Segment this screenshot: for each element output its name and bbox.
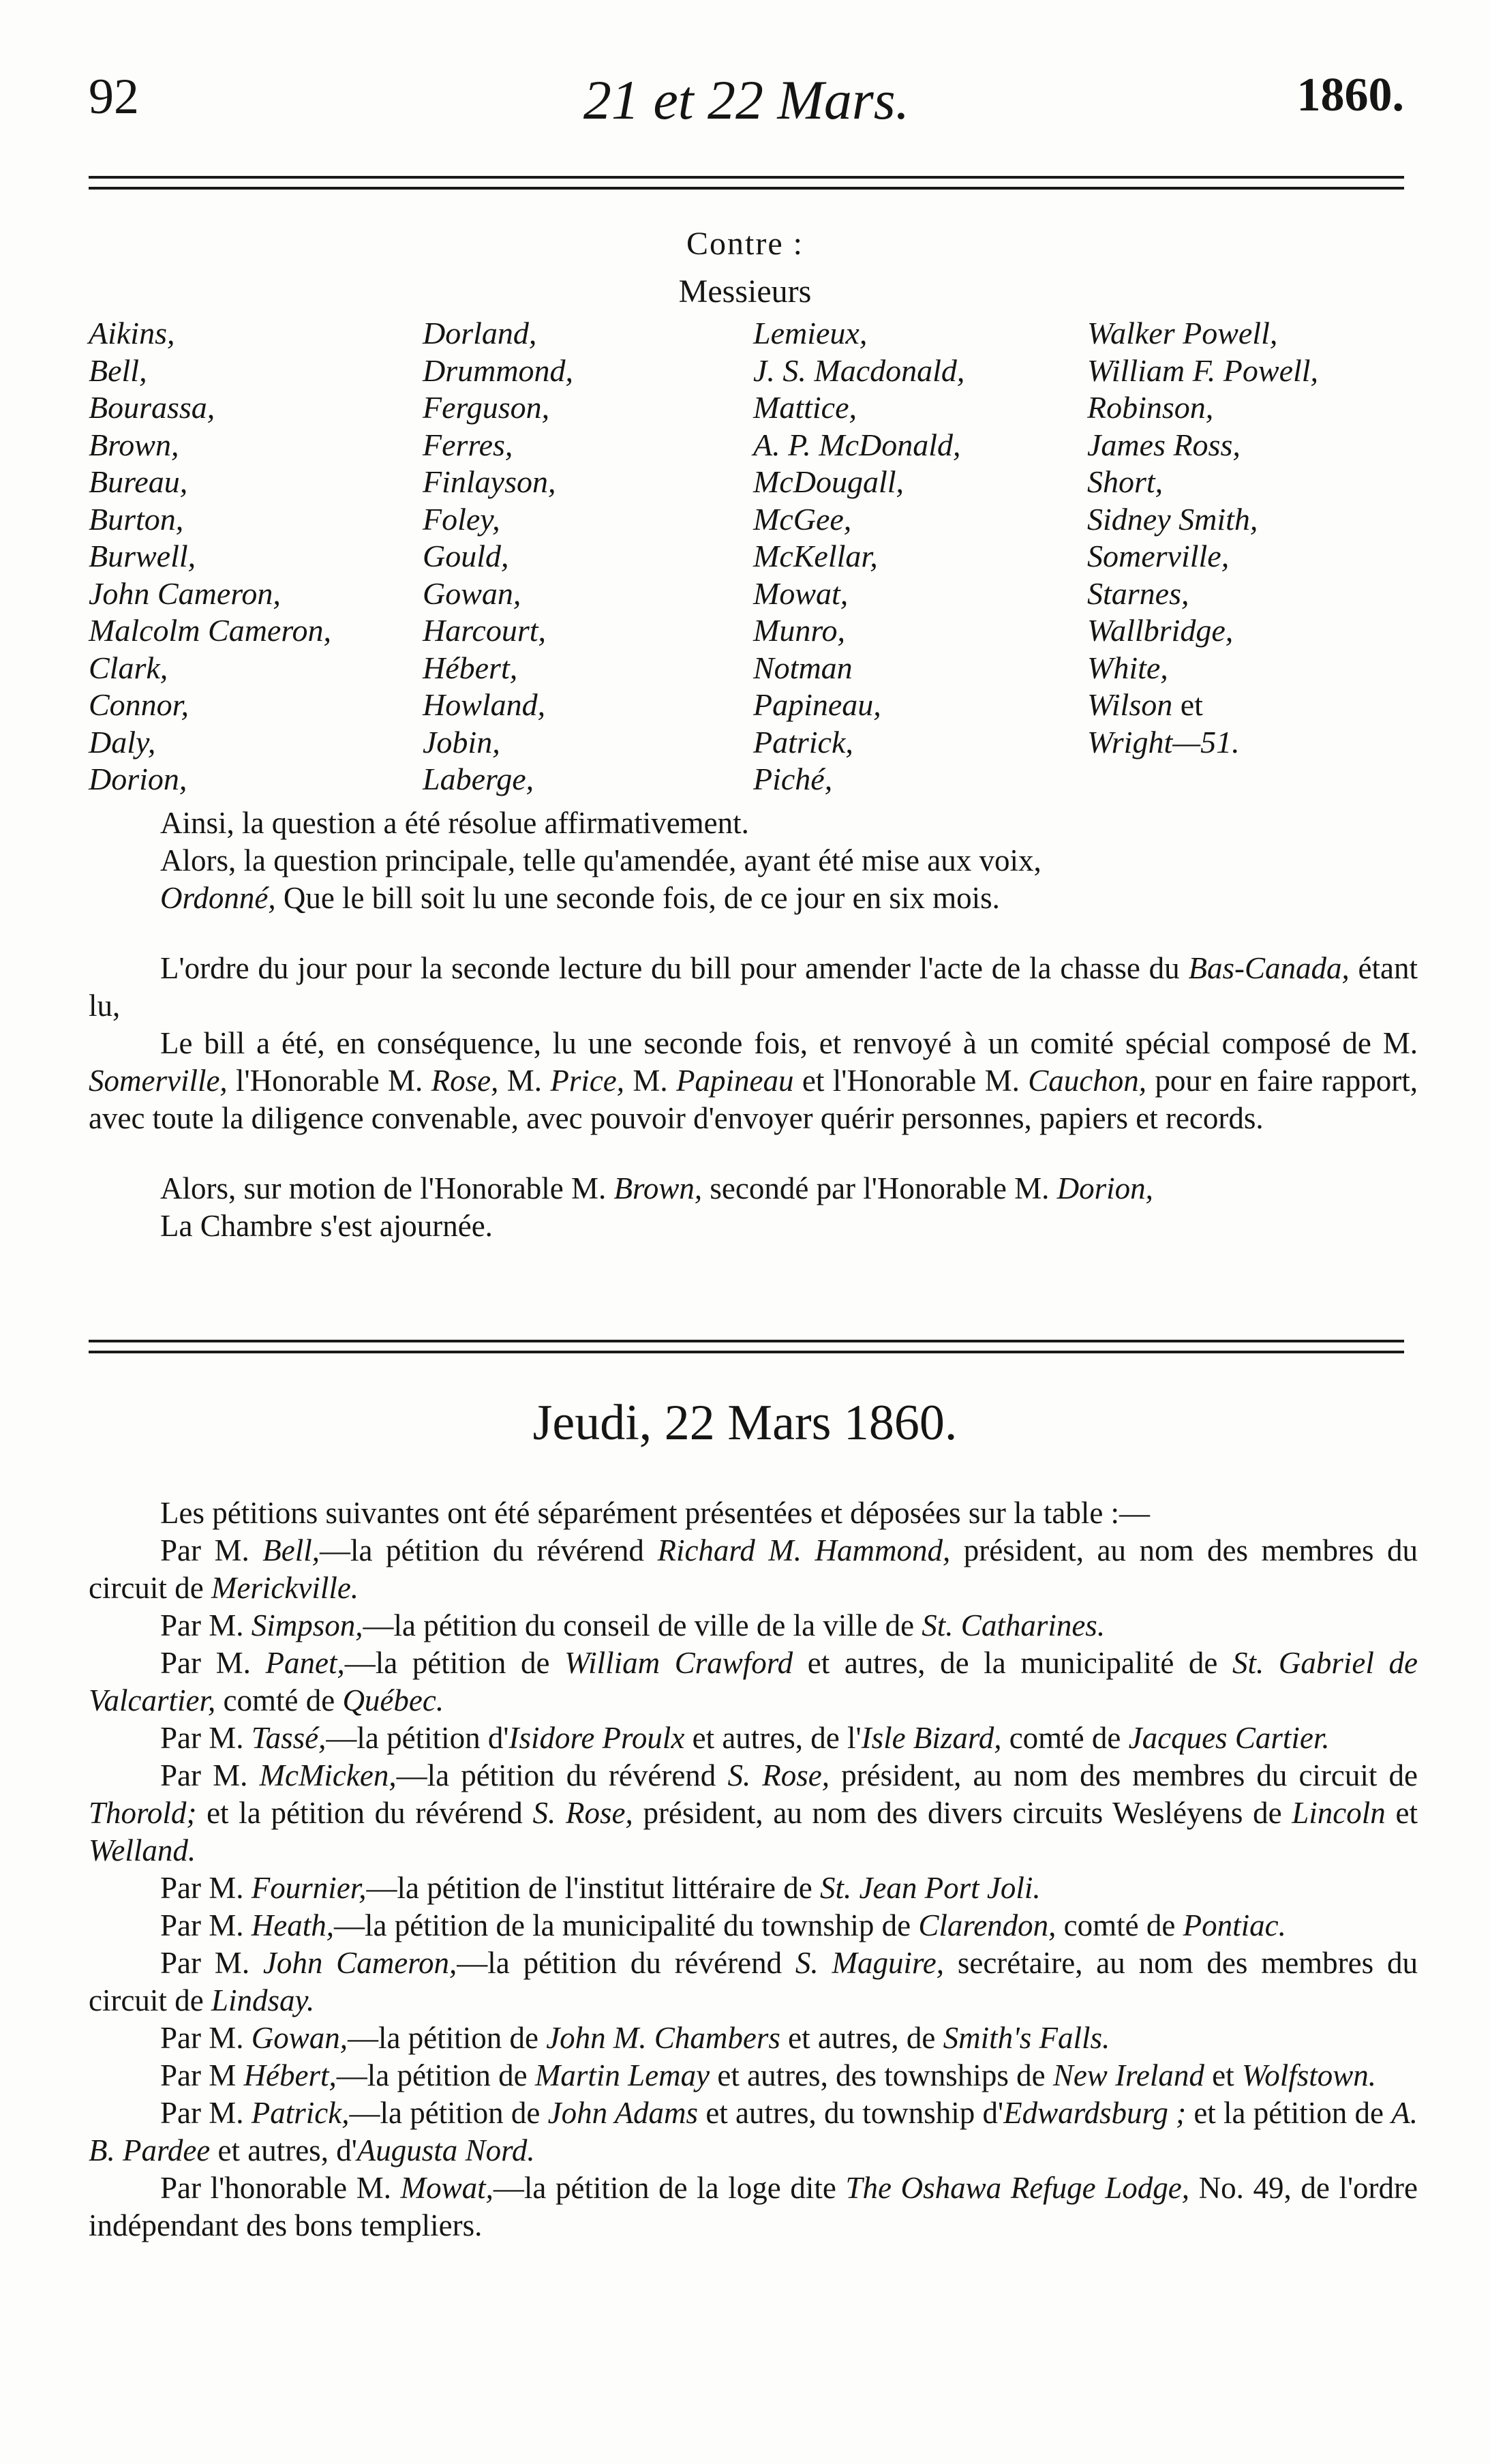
petition-entry: Par M Hébert,—la pétition de Martin Lemay et autres, des townships de New Ireland et Wolfstown. <box>160 2058 1376 2092</box>
member-name: J. S. Macdonald, <box>753 352 965 388</box>
member-name: John Cameron, <box>89 575 281 611</box>
member-name: Mowat, <box>753 575 849 611</box>
section-double-rule <box>89 1340 1404 1353</box>
petition-entry: Par l'honorable M. Mowat,—la pétition de la loge dite The Oshawa Refuge Lodge, No. 49, de l'ordre indépendant des bons templiers. <box>89 2171 1418 2242</box>
petition-entry: Par M. Panet,—la pétition de William Crawford et autres, de la municipalité de St. Gabriel de Valcartier, comté de Québec. <box>89 1646 1418 1717</box>
member-name: Piché, <box>753 762 833 796</box>
paragraph: La Chambre s'est ajournée. <box>160 1209 493 1243</box>
member-name: Gowan, <box>423 575 521 611</box>
vote-names-column-1 <box>89 315 331 798</box>
paragraph: Alors, la question principale, telle qu'amendée, ayant été mise aux voix, <box>160 843 1042 877</box>
member-name: Bell, <box>89 352 147 388</box>
member-name: Ferguson, <box>423 390 550 425</box>
member-name: Robinson, <box>1087 390 1214 425</box>
member-name: Patrick, <box>753 724 853 760</box>
petition-entry: Par M. John Cameron,—la pétition du révérend S. Maguire, secrétaire, au nom des membres du circuit de Lindsay. <box>89 1946 1418 2017</box>
member-name: Sidney Smith, <box>1087 501 1258 537</box>
member-name: Wilson et <box>1087 687 1203 722</box>
member-name: Mattice, <box>753 390 857 425</box>
member-name: White, <box>1087 650 1168 685</box>
member-name: Daly, <box>89 724 156 760</box>
member-name: Walker Powell, <box>1087 316 1278 350</box>
member-name: Clark, <box>89 650 168 685</box>
member-name: Wright—51. <box>1087 724 1240 760</box>
petition-entry: Par M. Tassé,—la pétition d'Isidore Proulx et autres, de l'Isle Bizard, comté de Jacques Cartier. <box>160 1721 1330 1755</box>
member-name: Short, <box>1087 464 1164 499</box>
vote-names-column-3 <box>753 315 964 798</box>
petition-entry: Par M. Patrick,—la pétition de John Adams et autres, du township d'Edwardsburg ; et la pétition de A. B. Pardee et autres, d'Augusta Nord. <box>89 2096 1418 2167</box>
header-double-rule <box>89 176 1404 190</box>
member-name: Munro, <box>753 613 846 648</box>
member-name: Brown, <box>89 427 179 462</box>
running-head <box>89 68 1404 143</box>
header-year: 1860. <box>1296 69 1404 121</box>
vote-names-column-2 <box>423 315 573 798</box>
member-name: McDougall, <box>753 464 904 499</box>
petition-entry: Par M. Simpson,—la pétition du conseil de ville de la ville de St. Catharines. <box>160 1608 1106 1642</box>
member-name: Starnes, <box>1087 575 1189 611</box>
member-name: Harcourt, <box>423 613 547 648</box>
member-name: Drummond, <box>423 352 574 388</box>
day-heading: Jeudi, 22 Mars 1860. <box>532 1395 958 1451</box>
member-name: Connor, <box>89 687 189 722</box>
member-name: Aikins, <box>89 316 175 350</box>
member-name: Lemieux, <box>753 316 868 350</box>
member-name: William F. Powell, <box>1087 352 1319 388</box>
member-name: Somerville, <box>1087 539 1230 573</box>
petition-entry: Par M. Heath,—la pétition de la municipalité du township de Clarendon, comté de Pontiac. <box>160 1908 1286 1942</box>
vote-heading: Contre : <box>686 226 804 262</box>
section-1-body <box>89 805 1418 1245</box>
member-name: Bourassa, <box>89 390 215 425</box>
petition-entry: Par M. McMicken,—la pétition du révérend S. Rose, président, au nom des membres du circuit de Thorold; et la pétition du révérend S. Rose, président, au nom des divers circuits Wesléyens de Lincoln et Welland. <box>89 1758 1418 1867</box>
member-name: Laberge, <box>423 762 534 796</box>
paragraph: Ainsi, la question a été résolue affirmativement. <box>160 806 749 840</box>
member-name: Malcolm Cameron, <box>89 613 332 648</box>
member-name: McKellar, <box>753 539 878 573</box>
member-name: A. P. McDonald, <box>753 427 961 462</box>
vote-names-column-4 <box>1087 315 1318 761</box>
member-name: Hébert, <box>423 650 518 685</box>
member-name: Ferres, <box>423 427 513 462</box>
member-name: Wallbridge, <box>1087 613 1234 648</box>
member-name: Howland, <box>423 687 546 722</box>
member-name: Gould, <box>423 539 509 573</box>
vote-subheading: Messieurs <box>678 273 812 310</box>
member-name: Dorion, <box>89 762 187 796</box>
paragraph: Alors, sur motion de l'Honorable M. Brown, secondé par l'Honorable M. Dorion, <box>160 1171 1153 1205</box>
member-name: Jobin, <box>423 724 500 760</box>
paragraph: L'ordre du jour pour la seconde lecture du bill pour amender l'acte de la chasse du Bas-Canada, étant lu, <box>89 951 1418 1023</box>
page-number: 92 <box>89 69 139 125</box>
member-name: Burwell, <box>89 539 196 573</box>
member-name: McGee, <box>753 501 852 537</box>
petition-entry: Par M. Bell,—la pétition du révérend Richard M. Hammond, président, au nom des membres du circuit de Merickville. <box>89 1533 1418 1605</box>
et-word: et <box>1180 687 1203 722</box>
member-name: James Ross, <box>1087 427 1241 462</box>
petition-entry: Par M. Gowan,—la pétition de John M. Chambers et autres, de Smith's Falls. <box>160 2021 1110 2055</box>
member-name: Finlayson, <box>423 464 556 499</box>
member-name: Notman <box>753 650 853 685</box>
member-name: Dorland, <box>423 316 537 350</box>
paragraph: Ordonné, Que le bill soit lu une seconde fois, de ce jour en six mois. <box>160 881 1000 915</box>
member-name: Foley, <box>423 501 500 537</box>
member-name: Papineau, <box>753 687 881 722</box>
member-name: Bureau, <box>89 464 188 499</box>
petitions-body <box>89 1494 1418 2244</box>
petition-entry: Par M. Fournier,—la pétition de l'institut littéraire de St. Jean Port Joli. <box>160 1871 1041 1905</box>
paragraph: Le bill a été, en conséquence, lu une seconde fois, et renvoyé à un comité spécial composé de M. Somerville, l'Honorable M. Rose, M. Price, M. Papineau et l'Honorable M. Cauchon, pour en faire rapport, avec toute la diligence convenable, avec pouvoir d'envoyer quérir personnes, papiers et records. <box>89 1026 1418 1135</box>
petitions-intro: Les pétitions suivantes ont été séparément présentées et déposées sur la table :— <box>160 1496 1151 1530</box>
page-title: 21 et 22 Mars. <box>583 69 910 131</box>
member-name: Burton, <box>89 501 184 537</box>
